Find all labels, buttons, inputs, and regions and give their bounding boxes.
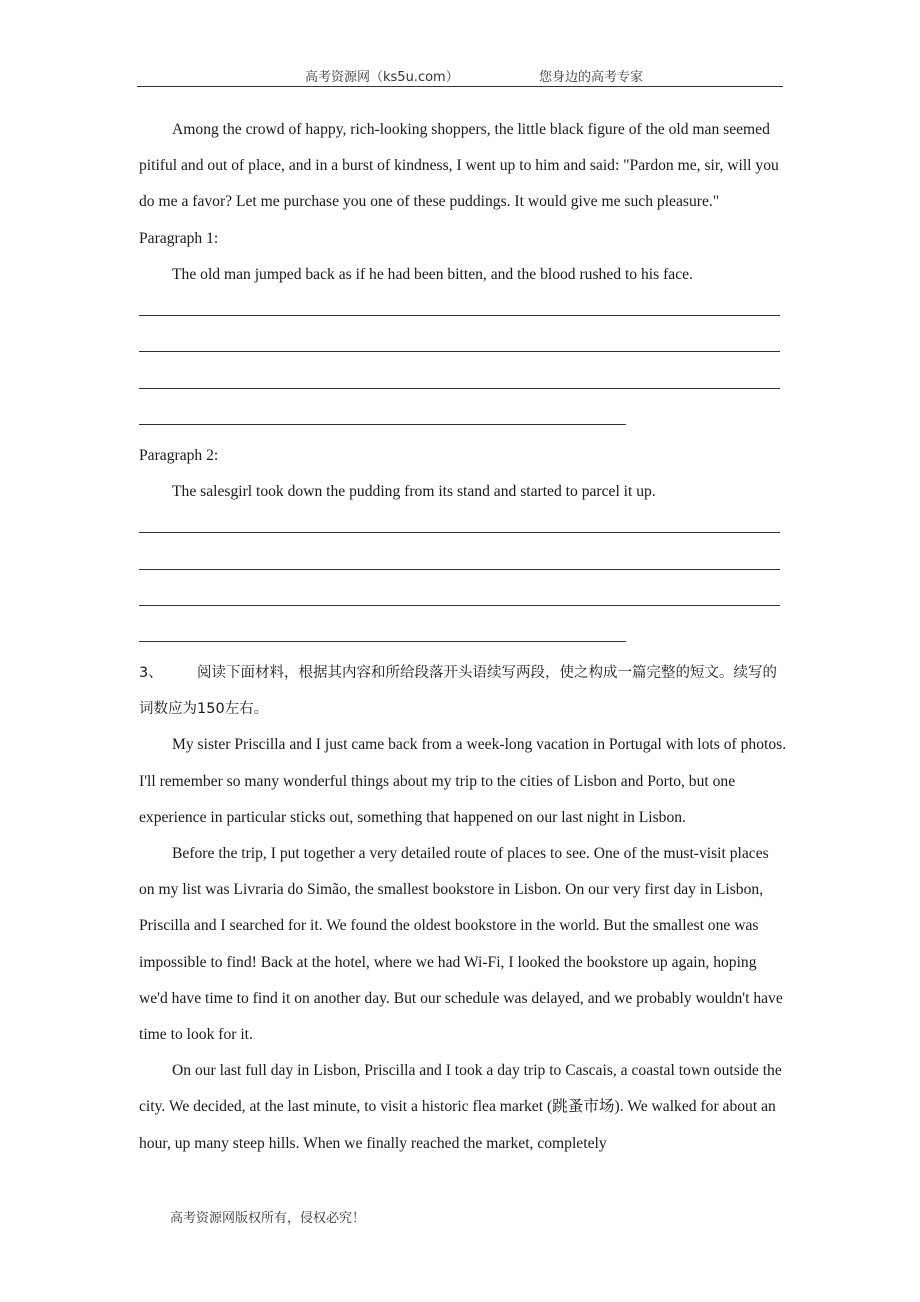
- answer-line: [139, 402, 787, 438]
- question3-instruction: 阅读下面材料，根据其内容和所给段落开头语续写两段，使之构成一篇完整的短文。续写的词数应为150左右。: [139, 664, 777, 718]
- page-footer: 高考资源网版权所有，侵权必究！: [170, 1211, 366, 1226]
- answer-line: [139, 546, 787, 582]
- paragraph1-label: Paragraph 1:: [139, 229, 219, 247]
- answer-line: [139, 365, 787, 401]
- paragraph2-opening: The salesgirl took down the pudding from its stand and started to parcel it up.: [172, 482, 656, 500]
- question3: [139, 655, 787, 727]
- story-paragraph-2: Before the trip, I put together a very detailed route of places to see. One of the must-visit places on my list was Livraria do Simão, the smallest bookstore in Lisbon. On our very first day in Lisbon, Priscilla and I searched for it. We found the oldest bookstore in the world. But the smallest one was impossible to find! Back at the hotel, where we had Wi-Fi, I looked the bookstore up again, hoping we'd have time to find it on another day. But our schedule was delayed, and we probably wouldn't have time to look for it.: [139, 844, 783, 1043]
- answer-line: [139, 583, 787, 619]
- question3-number: 3、: [139, 664, 163, 681]
- intro-paragraph: Among the crowd of happy, rich-looking shoppers, the little black figure of the old man seemed pitiful and out of place, and in a burst of kindness, I went up to him and said: "Pardon me, sir, will you do me a favor? Let me purchase you one of these puddings. It would give me such pleasure.": [139, 121, 779, 211]
- header-slogan: 您身边的高考专家: [539, 70, 644, 85]
- paragraph2-label: Paragraph 2:: [139, 446, 219, 464]
- header-site-name: 高考资源网（ks5u.com）: [305, 70, 459, 85]
- answer-line: [139, 619, 787, 655]
- page-header: [137, 64, 783, 87]
- answer-line: [139, 329, 787, 365]
- page-content: [139, 112, 787, 1162]
- paragraph1-opening: The old man jumped back as if he had been bitten, and the blood rushed to his face.: [172, 265, 693, 283]
- answer-line: [139, 293, 787, 329]
- story-paragraph-1: My sister Priscilla and I just came back from a week-long vacation in Portugal with lots of photos. I'll remember so many wonderful things about my trip to the cities of Lisbon and Porto, but one experience in particular sticks out, something that happened on our last night in Lisbon.: [139, 736, 787, 826]
- answer-line: [139, 510, 787, 546]
- story-paragraph-3: On our last full day in Lisbon, Priscilla and I took a day trip to Cascais, a coastal town outside the city. We decided, at the last minute, to visit a historic flea market (跳蚤市场). We walked for about an hour, up many steep hills. When we finally reached the market, completely: [139, 1062, 782, 1152]
